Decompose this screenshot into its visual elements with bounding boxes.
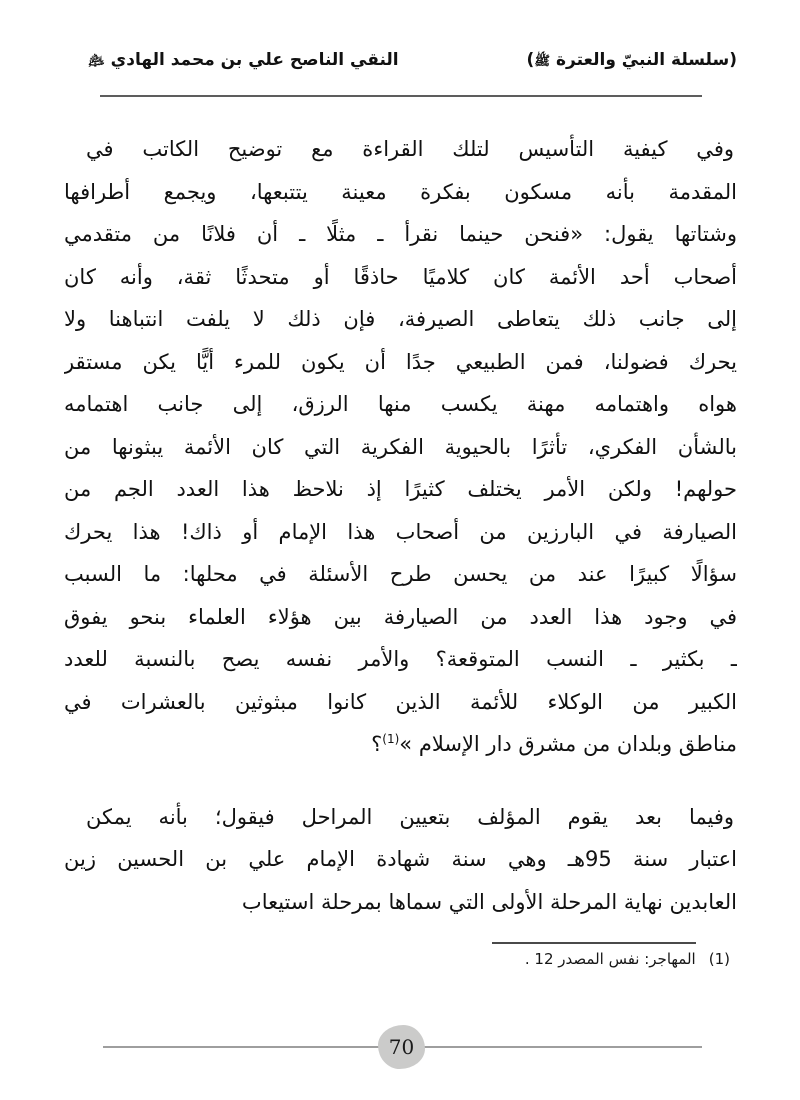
text-line: سؤالًا كبيرًا عند من يحسن طرح الأسئلة في محلها: ما السبب xyxy=(64,562,737,586)
honorific-symbol: ﵇ xyxy=(88,54,105,69)
text-line: ـ بكثير ـ النسب المتوقعة؟ والأمر نفسه يصح بالنسبة للعدد xyxy=(64,647,737,671)
footnote-reference: (1) xyxy=(382,732,400,746)
text-line: بالشأن الفكري، تأثرًا بالحيوية الفكرية التي كان الأئمة يبثونها من xyxy=(64,434,737,459)
text-line: وفي كيفية التأسيس لتلك القراءة مع توضيح الكاتب في xyxy=(86,137,734,161)
text-line: في وجود هذا العدد من الصيارفة بين هؤلاء العلماء بنحو يفوق xyxy=(64,604,737,629)
series-title-close: ) xyxy=(526,50,535,70)
footnote-text: المهاجر: نفس المصدر 12 . xyxy=(524,950,696,968)
text-line: اعتبار سنة 95هـ وهي سنة شهادة الإمام علي بن الحسين زين xyxy=(64,847,737,871)
text-line: الصيارفة في البارزين من أصحاب هذا الإمام أو ذاك! هذا يحرك xyxy=(64,519,737,544)
text-line: العابدين نهاية المرحلة الأولى التي سماها بمرحلة استيعاب xyxy=(241,889,737,914)
series-title-text: (سلسلة النبيّ والعترة xyxy=(550,50,737,70)
text-line: أصحاب أحد الأئمة كان كلاميًا حاذقًا أو متحدثًا ثقة، وأنه كان xyxy=(64,264,737,289)
book-title xyxy=(88,50,399,72)
text-line: مناطق وبلدان من مشرق دار الإسلام »$^{(1)}$؟ xyxy=(371,732,737,756)
series-title xyxy=(527,50,737,72)
text-line: يحرك فضولنا، فمن الطبيعي جدًا أن يكون للمرء أيًّا يكن مستقر xyxy=(64,349,737,374)
body-text xyxy=(64,128,737,923)
book-title-text: النقي الناصح علي بن محمد الهادي xyxy=(104,50,399,70)
text-line: هواه واهتمامه مهنة يكسب منها الرزق، إلى جانب اهتمامه xyxy=(64,392,737,416)
page-number: 70 xyxy=(388,1035,415,1059)
page-number-badge xyxy=(378,1025,425,1069)
paragraph xyxy=(64,796,737,924)
text-line: وفيما بعد يقوم المؤلف بتعيين المراحل فيقول؛ بأنه يمكن xyxy=(86,804,734,829)
footnote xyxy=(525,950,730,968)
text-line: وشتاتها يقول: «فنحن حينما نقرأ ـ مثلًا ـ أن فلانًا من متقدمي xyxy=(64,222,737,246)
text-line: حولهم! ولكن الأمر يختلف كثيرًا إذ نلاحظ هذا العدد الجم من xyxy=(64,477,737,501)
running-header xyxy=(88,50,737,72)
footnote-separator xyxy=(492,942,696,944)
text-line: إلى جانب ذلك يتعاطى الصيرفة، فإن ذلك لا يلفت انتباهنا ولا xyxy=(64,307,737,331)
text-line: المقدمة بأنه مسكون بفكرة معينة يتتبعها، ويجمع أطرافها xyxy=(64,179,737,204)
honorific-symbol: ﷺ xyxy=(534,54,551,69)
footnote-marker: (1) xyxy=(708,950,730,968)
text-line: الكبير من الوكلاء للأئمة الذين كانوا مبثوثين بالعشرات في xyxy=(64,689,737,714)
header-rule xyxy=(100,95,702,97)
paragraph xyxy=(64,128,737,766)
